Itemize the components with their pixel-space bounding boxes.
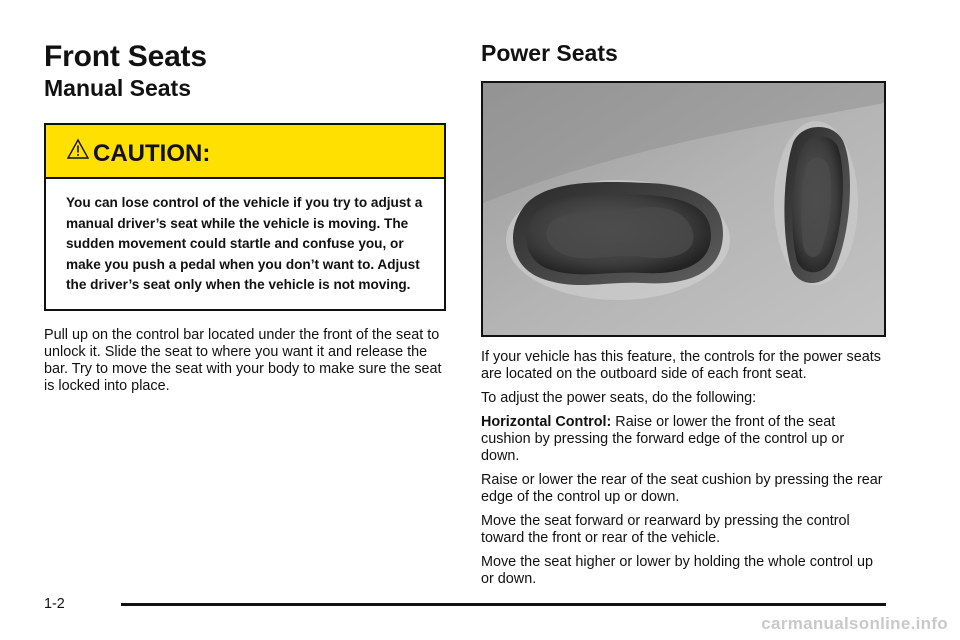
power-seats-intro: If your vehicle has this feature, the controls for the power seats are located on the outboard side of each front seat. [481,348,881,382]
manual-seats-paragraph: Pull up on the control bar located under the front of the seat to unlock it. Slide the seat to where you want it and release the bar. Try to move the seat with your body to make sure the seat is locked into place. [44,326,442,394]
horizontal-control-label: Horizontal Control: [481,413,612,430]
rear-edge-paragraph: Raise or lower the rear of the seat cushion by pressing the rear edge of the control up or down. [481,471,883,505]
power-seats-instruction: To adjust the power seats, do the following: [481,389,757,406]
caution-heading: CAUTION: [93,140,211,168]
manual-seats-heading: Manual Seats [44,74,191,101]
page-title: Front Seats [44,40,207,73]
caution-body: You can lose control of the vehicle if you try to adjust a manual driver’s seat while the vehicle is moving. The sudden movement could startle and confuse you, or make you push a pedal when you don’t want to. Adjust the driver’s seat only when the vehicle is not moving. [66,195,423,293]
higher-lower-paragraph: Move the seat higher or lower by holding the whole control up or down. [481,553,873,587]
seat-control-illustration [483,83,884,335]
page-number: 1-2 [44,596,65,612]
power-seats-heading: Power Seats [481,40,618,66]
warning-triangle-icon [67,138,89,160]
right-column [481,40,886,588]
power-seat-controls-photo [481,81,886,337]
horizontal-control-paragraph [481,414,886,465]
caution-header [46,125,444,179]
forward-rearward-paragraph: Move the seat forward or rearward by pressing the control toward the front or rear of the vehicle. [481,512,850,546]
power-seats-text [481,349,886,588]
watermark: carmanualsonline.info [761,614,948,633]
horizontal-control-text: Raise or lower the front of the seat cushion by pressing the forward edge of the control up or down. [481,413,845,464]
left-column [44,40,446,395]
footer-rule [121,603,886,606]
caution-box [44,123,446,311]
